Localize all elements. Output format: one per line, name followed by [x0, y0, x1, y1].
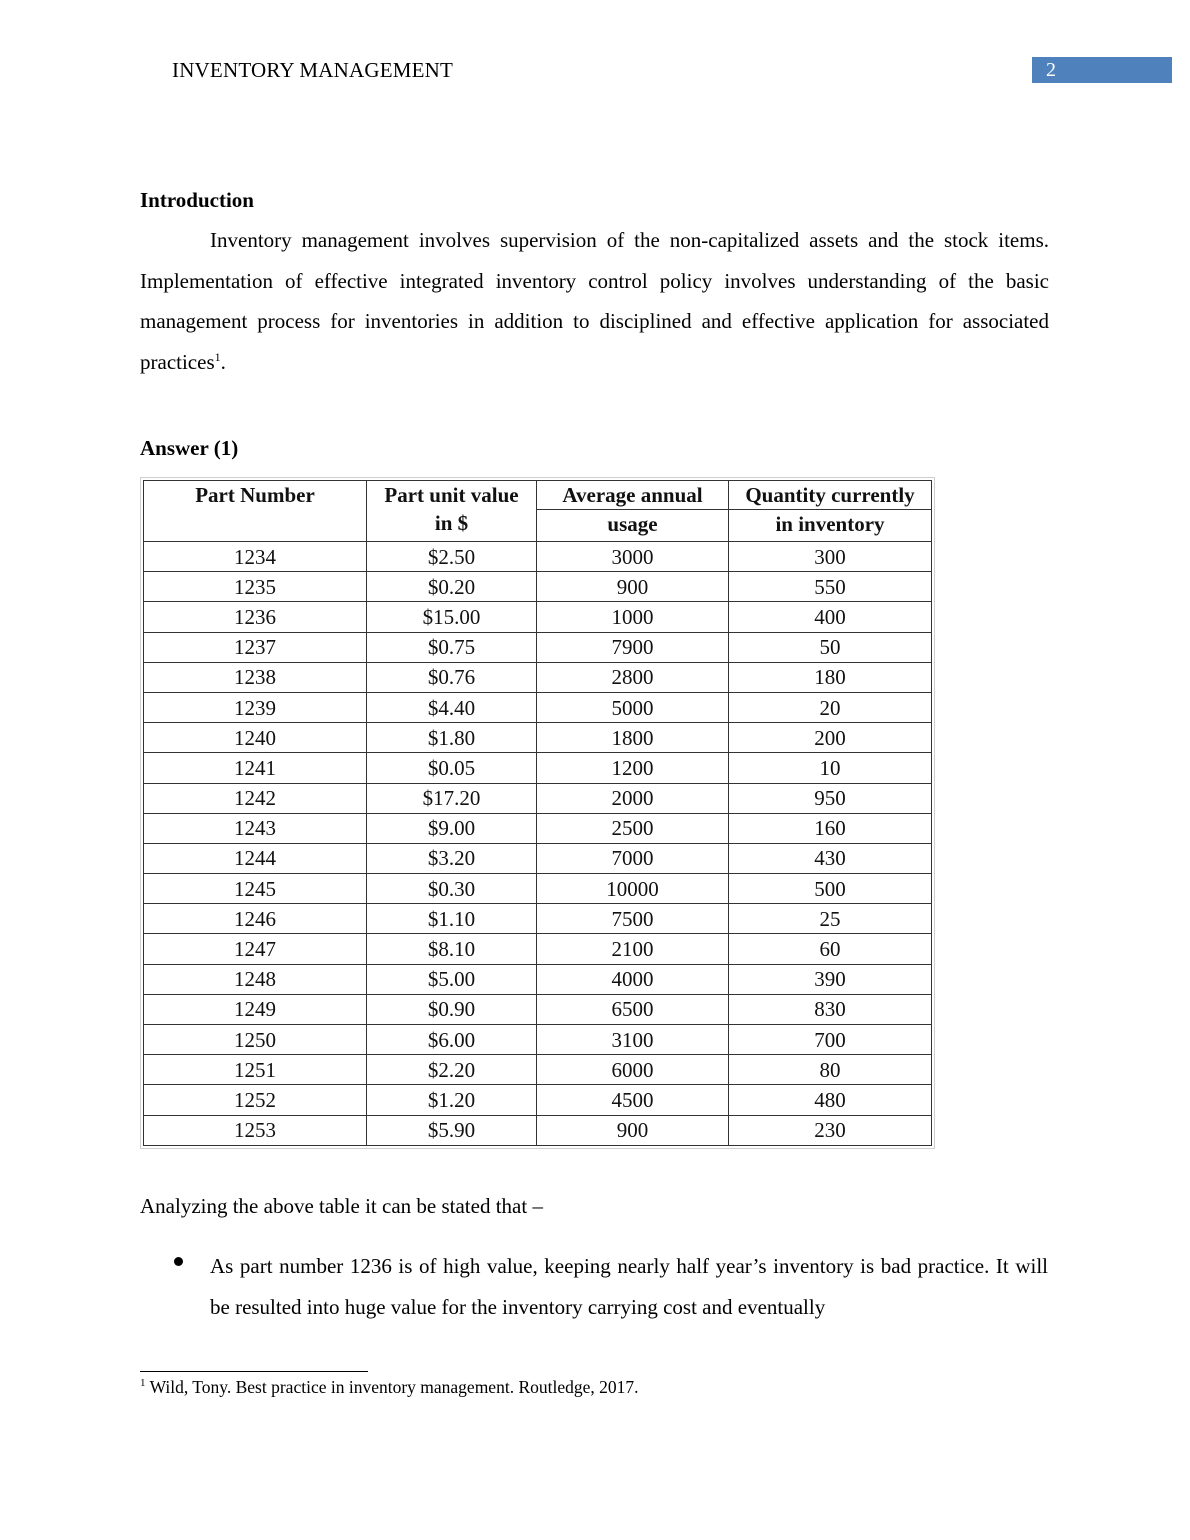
cell-part-number: 1242: [144, 783, 367, 813]
column-header-line2: in $: [434, 511, 469, 535]
bullet-item: As part number 1236 is of high value, keeping nearly half year’s inventory is bad practice. It will be resulted into huge value for the inventory carrying cost and eventually: [210, 1254, 1048, 1319]
table-row: [144, 572, 932, 602]
cell-unit-value: $5.90: [367, 1115, 537, 1145]
table-row: [144, 662, 932, 692]
column-header-annual-usage: [537, 481, 729, 542]
cell-quantity: 180: [729, 662, 932, 692]
bullet-icon: [174, 1257, 183, 1266]
cell-annual-usage: 1200: [537, 753, 729, 783]
cell-unit-value: $0.05: [367, 753, 537, 783]
cell-quantity: 50: [729, 632, 932, 662]
running-head: INVENTORY MANAGEMENT: [172, 58, 454, 82]
column-header-line2: in inventory: [728, 509, 932, 538]
cell-quantity: 25: [729, 904, 932, 934]
table-row: [144, 843, 932, 873]
cell-unit-value: $0.20: [367, 572, 537, 602]
cell-unit-value: $0.76: [367, 662, 537, 692]
column-header-line1: Quantity currently: [745, 483, 915, 507]
cell-unit-value: $0.90: [367, 994, 537, 1024]
introduction-period: .: [220, 349, 226, 374]
cell-part-number: 1249: [144, 994, 367, 1024]
cell-part-number: 1234: [144, 542, 367, 572]
table-row: [144, 994, 932, 1024]
table-row: [144, 813, 932, 843]
introduction-text: Inventory management involves supervision of the non-capitalized assets and the stock items. Implementation of effective integrated inventory control policy involves understanding of the basic management process for inventories in addition to disciplined and effective application for associated practices: [140, 228, 1049, 374]
table-row: [144, 632, 932, 662]
inventory-table-image: [143, 480, 932, 1146]
cell-quantity: 300: [729, 542, 932, 572]
analysis-lead-in: Analyzing the above table it can be stated that –: [140, 1194, 543, 1218]
table-header-row: [144, 481, 932, 542]
cell-annual-usage: 4000: [537, 964, 729, 994]
table-row: [144, 1115, 932, 1145]
cell-annual-usage: 2500: [537, 813, 729, 843]
column-header-line2: usage: [536, 509, 729, 538]
cell-unit-value: $6.00: [367, 1025, 537, 1055]
cell-part-number: 1235: [144, 572, 367, 602]
answer-heading: Answer (1): [140, 436, 239, 460]
cell-annual-usage: 2800: [537, 662, 729, 692]
cell-quantity: 430: [729, 843, 932, 873]
cell-part-number: 1241: [144, 753, 367, 783]
cell-annual-usage: 7500: [537, 904, 729, 934]
table-row: [144, 1025, 932, 1055]
cell-part-number: 1245: [144, 874, 367, 904]
table-row: [144, 1055, 932, 1085]
cell-unit-value: $9.00: [367, 813, 537, 843]
cell-quantity: 830: [729, 994, 932, 1024]
cell-annual-usage: 1800: [537, 723, 729, 753]
cell-annual-usage: 3000: [537, 542, 729, 572]
cell-unit-value: $1.80: [367, 723, 537, 753]
cell-annual-usage: 6500: [537, 994, 729, 1024]
cell-part-number: 1251: [144, 1055, 367, 1085]
cell-annual-usage: 1000: [537, 602, 729, 632]
cell-annual-usage: 7900: [537, 632, 729, 662]
table-row: [144, 1085, 932, 1115]
column-header-quantity: [729, 481, 932, 542]
footnote-text: Wild, Tony. Best practice in inventory management. Routledge, 2017.: [149, 1377, 639, 1397]
table-row: [144, 934, 932, 964]
cell-unit-value: $2.50: [367, 542, 537, 572]
cell-annual-usage: 7000: [537, 843, 729, 873]
footnote-separator: [140, 1371, 368, 1372]
cell-quantity: 20: [729, 692, 932, 722]
table-row: [144, 542, 932, 572]
footnote: [140, 1377, 639, 1398]
column-header-line1: Part unit value: [384, 483, 519, 507]
cell-annual-usage: 900: [537, 572, 729, 602]
cell-quantity: 550: [729, 572, 932, 602]
cell-quantity: 200: [729, 723, 932, 753]
cell-part-number: 1246: [144, 904, 367, 934]
inventory-table: [143, 480, 932, 1146]
cell-annual-usage: 6000: [537, 1055, 729, 1085]
cell-annual-usage: 900: [537, 1115, 729, 1145]
cell-part-number: 1247: [144, 934, 367, 964]
introduction-paragraph: [140, 220, 1049, 382]
cell-unit-value: $2.20: [367, 1055, 537, 1085]
cell-part-number: 1244: [144, 843, 367, 873]
table-row: [144, 783, 932, 813]
cell-quantity: 700: [729, 1025, 932, 1055]
cell-quantity: 400: [729, 602, 932, 632]
column-header-part-number: [144, 481, 367, 542]
cell-unit-value: $1.10: [367, 904, 537, 934]
table-row: [144, 753, 932, 783]
cell-unit-value: $0.75: [367, 632, 537, 662]
cell-quantity: 10: [729, 753, 932, 783]
cell-quantity: 950: [729, 783, 932, 813]
column-header-line1: Average annual: [562, 483, 703, 507]
cell-quantity: 390: [729, 964, 932, 994]
cell-part-number: 1237: [144, 632, 367, 662]
table-row: [144, 602, 932, 632]
cell-part-number: 1250: [144, 1025, 367, 1055]
cell-unit-value: $17.20: [367, 783, 537, 813]
cell-quantity: 480: [729, 1085, 932, 1115]
table-body: [144, 542, 932, 1146]
table-row: [144, 904, 932, 934]
cell-annual-usage: 2000: [537, 783, 729, 813]
cell-part-number: 1248: [144, 964, 367, 994]
cell-unit-value: $15.00: [367, 602, 537, 632]
cell-part-number: 1239: [144, 692, 367, 722]
introduction-heading: Introduction: [140, 188, 254, 212]
footnote-number: 1: [140, 1377, 146, 1390]
cell-unit-value: $8.10: [367, 934, 537, 964]
cell-annual-usage: 2100: [537, 934, 729, 964]
cell-unit-value: $0.30: [367, 874, 537, 904]
cell-quantity: 230: [729, 1115, 932, 1145]
page-number: 2: [1032, 57, 1172, 83]
cell-quantity: 80: [729, 1055, 932, 1085]
table-row: [144, 723, 932, 753]
cell-part-number: 1236: [144, 602, 367, 632]
cell-unit-value: $1.20: [367, 1085, 537, 1115]
cell-unit-value: $4.40: [367, 692, 537, 722]
table-row: [144, 692, 932, 722]
cell-quantity: 160: [729, 813, 932, 843]
cell-annual-usage: 3100: [537, 1025, 729, 1055]
cell-part-number: 1252: [144, 1085, 367, 1115]
column-header-line1: Part Number: [195, 483, 315, 507]
cell-part-number: 1253: [144, 1115, 367, 1145]
cell-annual-usage: 4500: [537, 1085, 729, 1115]
cell-quantity: 500: [729, 874, 932, 904]
cell-annual-usage: 10000: [537, 874, 729, 904]
column-header-unit-value: [367, 481, 537, 542]
cell-quantity: 60: [729, 934, 932, 964]
cell-unit-value: $3.20: [367, 843, 537, 873]
cell-part-number: 1238: [144, 662, 367, 692]
footnote-reference[interactable]: 1: [214, 349, 221, 364]
cell-part-number: 1243: [144, 813, 367, 843]
table-row: [144, 964, 932, 994]
cell-annual-usage: 5000: [537, 692, 729, 722]
table-row: [144, 874, 932, 904]
cell-unit-value: $5.00: [367, 964, 537, 994]
cell-part-number: 1240: [144, 723, 367, 753]
